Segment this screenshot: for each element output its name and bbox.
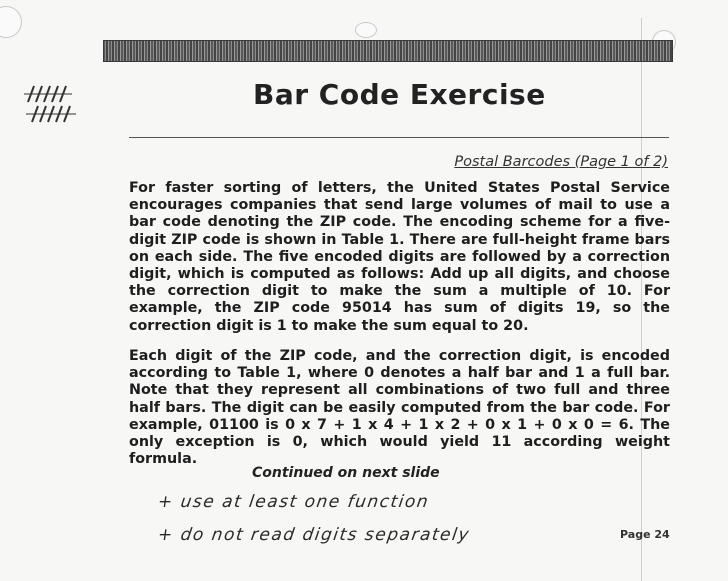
handwritten-note-1: + use at least one function	[156, 492, 431, 512]
body-paragraph-1: For faster sorting of letters, the United States Postal Service encourages companies that send large volumes of mail to use a bar code denoting the ZIP code. The encoding scheme for a five-digit ZIP code is shown in Table 1. There are full-height frame bars on each side. The five encoded digits are followed by a correction digit, which is computed as follows: Add up all digits, and choose the correction digit to make the sum a multiple of 10. For example, the ZIP code 95014 has sum of digits 19, so the correction digit is 1 to make the sum equal to 20.	[129, 180, 670, 334]
page-number: Page 24	[620, 528, 670, 541]
punch-hole	[0, 6, 22, 38]
title-divider	[129, 137, 669, 138]
punch-hole	[355, 22, 377, 38]
bleedthrough-text	[160, 92, 164, 107]
header-banner	[103, 40, 673, 62]
body-paragraph-2: Each digit of the ZIP code, and the correction digit, is encoded according to Table 1, where 0 denotes a half bar and 1 a full bar. Note that they represent all combinations of two full and three half bars. The digit can be easily computed from the bar code. For example, 01100 is 0 x 7 + 1 x 4 + 1 x 2 + 0 x 1 + 0 x 0 = 6. The only exception is 0, which would yield 11 according weight formula.	[129, 348, 670, 468]
continued-note: Continued on next slide	[252, 465, 440, 481]
page-title: Bar Code Exercise	[253, 78, 546, 111]
logo-icon	[20, 80, 90, 130]
page-subtitle: Postal Barcodes (Page 1 of 2)	[454, 154, 668, 170]
handwritten-note-2: + do not read digits separately	[156, 525, 472, 545]
